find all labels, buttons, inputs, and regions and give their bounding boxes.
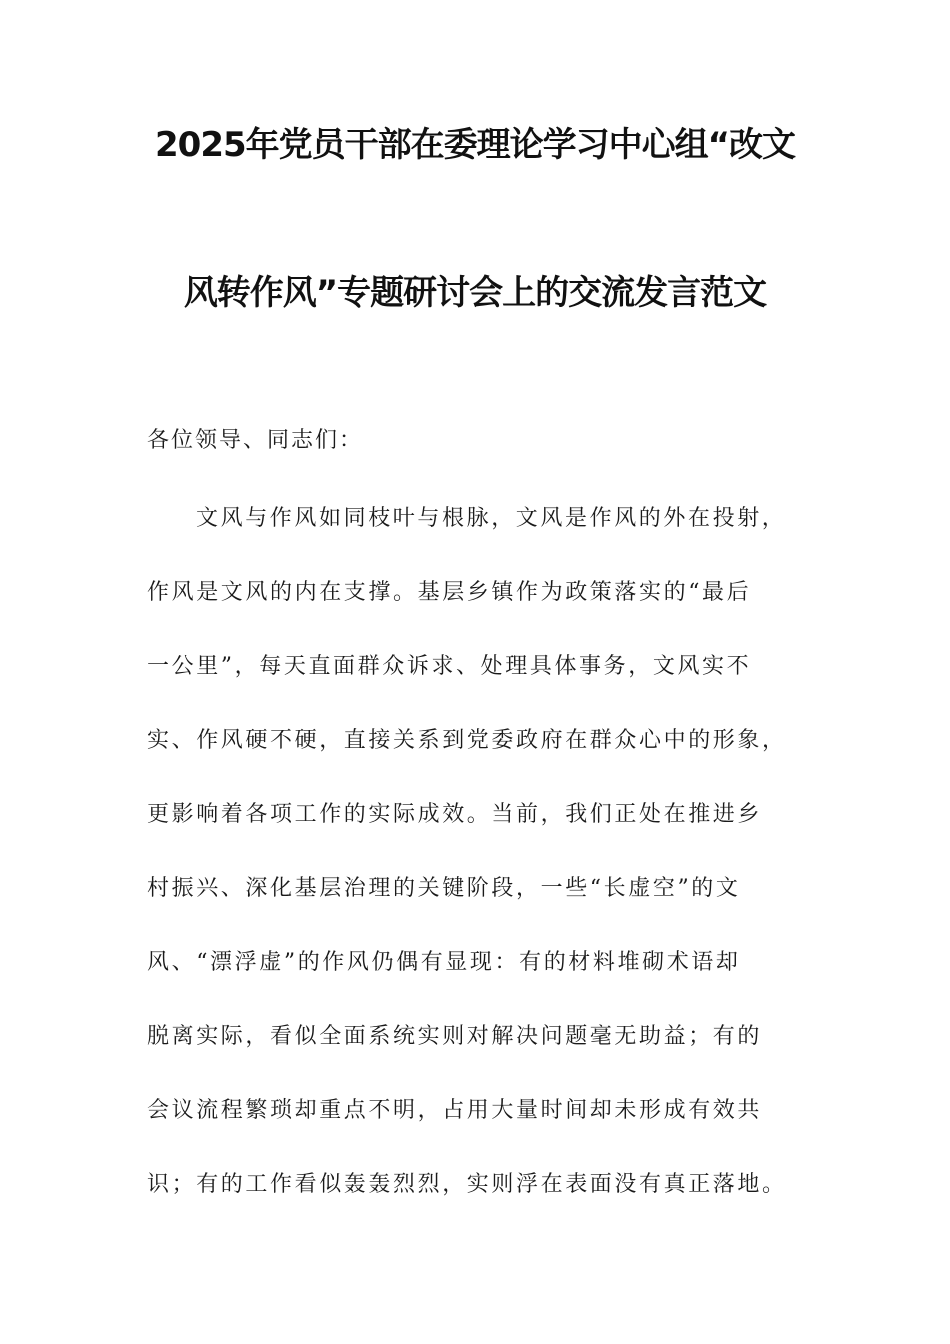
- document-title-line-1: 2025年党员干部在委理论学习中心组“改文: [155, 125, 795, 165]
- paragraph-line: 文风与作风如同枝叶与根脉，文风是作风的外在投射，: [196, 506, 787, 531]
- paragraph-line: 识；有的工作看似轰轰烈烈，实则浮在表面没有真正落地。: [147, 1172, 787, 1197]
- paragraph-line: 村振兴、深化基层治理的关键阶段，一些“长虚空”的文: [147, 876, 741, 901]
- salutation: 各位领导、同志们：: [147, 428, 364, 453]
- paragraph-line: 实、作风硬不硬，直接关系到党委政府在群众心中的形象，: [147, 728, 787, 753]
- document-title-line-2: 风转作风”专题研讨会上的交流发言范文: [183, 273, 767, 313]
- paragraph-line: 一公里”，每天直面群众诉求、处理具体事务，文风实不: [147, 654, 752, 679]
- paragraph-line: 更影响着各项工作的实际成效。当前，我们正处在推进乡: [147, 802, 763, 827]
- paragraph-line: 风、“漂浮虚”的作风仍偶有显现：有的材料堆砌术语却: [147, 950, 741, 975]
- paragraph-line: 作风是文风的内在支撑。基层乡镇作为政策落实的“最后: [147, 580, 752, 605]
- paragraph-line: 会议流程繁琐却重点不明，占用大量时间却未形成有效共: [147, 1098, 763, 1123]
- paragraph-line: 脱离实际，看似全面系统实则对解决问题毫无助益；有的: [147, 1024, 763, 1049]
